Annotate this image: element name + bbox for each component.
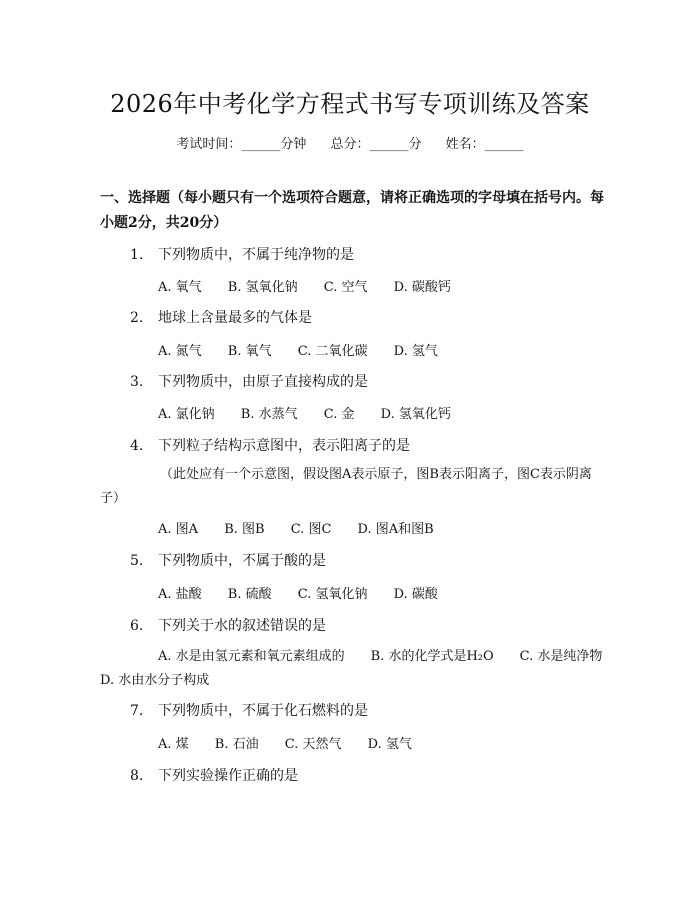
question-text: 下列物质中，不属于酸的是 bbox=[158, 553, 326, 569]
question-text: 下列粒子结构示意图中，表示阳离子的是 bbox=[158, 438, 410, 454]
question-3 bbox=[130, 371, 600, 391]
option-d: D. 氢气 bbox=[393, 344, 438, 359]
question-8 bbox=[130, 765, 600, 785]
question-6-options: A. 水是由氢元素和氧元素组成的 B. 水的化学式是H₂O C. 水是纯净物 D. 水由水分子构成 bbox=[100, 649, 629, 688]
option-c: C. 图C bbox=[290, 522, 332, 537]
question-text: 下列物质中，不属于化石燃料的是 bbox=[158, 703, 368, 719]
question-text: 下列关于水的叙述错误的是 bbox=[158, 618, 326, 634]
option-c: C. 二氧化碳 bbox=[297, 344, 368, 359]
student-name: 姓名：______ bbox=[445, 137, 524, 152]
question-1-options bbox=[158, 276, 473, 295]
question-text: 下列物质中，由原子直接构成的是 bbox=[158, 374, 368, 390]
question-4-options bbox=[158, 518, 456, 537]
question-text: 下列实验操作正确的是 bbox=[158, 768, 298, 784]
question-6 bbox=[130, 615, 600, 635]
option-b: B. 水蒸气 bbox=[240, 407, 298, 422]
option-d: D. 氢氧化钙 bbox=[380, 407, 451, 422]
option-c: C. 金 bbox=[323, 407, 355, 422]
question-5-options bbox=[158, 583, 460, 602]
question-number: 2. bbox=[130, 310, 144, 326]
option-c: C. 空气 bbox=[323, 280, 368, 295]
question-text: 下列物质中，不属于纯净物的是 bbox=[158, 247, 354, 263]
option-a: A. 氯化钠 bbox=[158, 407, 215, 422]
option-c: C. 天然气 bbox=[284, 737, 342, 752]
question-number: 5. bbox=[130, 553, 144, 569]
total-score: 总分：______分 bbox=[330, 137, 422, 152]
option-d: D. 碳酸钙 bbox=[393, 280, 451, 295]
option-b: B. 氢氧化钠 bbox=[227, 280, 298, 295]
option-a: A. 盐酸 bbox=[158, 587, 202, 602]
option-b: B. 硫酸 bbox=[227, 587, 272, 602]
question-number: 1. bbox=[130, 247, 144, 263]
question-1 bbox=[130, 244, 600, 264]
exam-time: 考试时间：______分钟 bbox=[176, 137, 307, 152]
question-5 bbox=[130, 550, 600, 570]
question-number: 6. bbox=[130, 618, 144, 634]
question-4 bbox=[130, 435, 600, 455]
question-number: 4. bbox=[130, 438, 144, 454]
question-7 bbox=[130, 700, 600, 720]
question-7-options bbox=[158, 733, 434, 752]
question-3-options bbox=[158, 403, 473, 422]
option-d: D. 氢气 bbox=[367, 737, 412, 752]
exam-meta bbox=[0, 133, 700, 152]
question-4-note: （此处应有一个示意图，假设图A表示原子，图B表示阳离子，图C表示阴离子） bbox=[100, 467, 592, 506]
option-b: B. 石油 bbox=[214, 737, 259, 752]
question-2-options bbox=[158, 340, 460, 359]
option-c: C. 氢氧化钠 bbox=[297, 587, 368, 602]
question-number: 7. bbox=[130, 703, 144, 719]
option-b: B. 图B bbox=[224, 522, 265, 537]
question-number: 8. bbox=[130, 768, 144, 784]
section-heading: 一、选择题（每小题只有一个选项符合题意，请将正确选项的字母填在括号内。每小题2分，共20分） bbox=[100, 190, 604, 231]
question-text: 地球上含量最多的气体是 bbox=[158, 310, 312, 326]
page-title: 2026年中考化学方程式书写专项训练及答案 bbox=[110, 90, 590, 118]
option-a: A. 氧气 bbox=[158, 280, 202, 295]
option-a: A. 氮气 bbox=[158, 344, 202, 359]
question-2 bbox=[130, 307, 600, 327]
option-d: D. 碳酸 bbox=[393, 587, 438, 602]
option-b: B. 氧气 bbox=[227, 344, 272, 359]
option-a: A. 煤 bbox=[158, 737, 189, 752]
option-d: D. 图A和图B bbox=[357, 522, 434, 537]
question-number: 3. bbox=[130, 374, 144, 390]
option-a: A. 图A bbox=[158, 522, 199, 537]
